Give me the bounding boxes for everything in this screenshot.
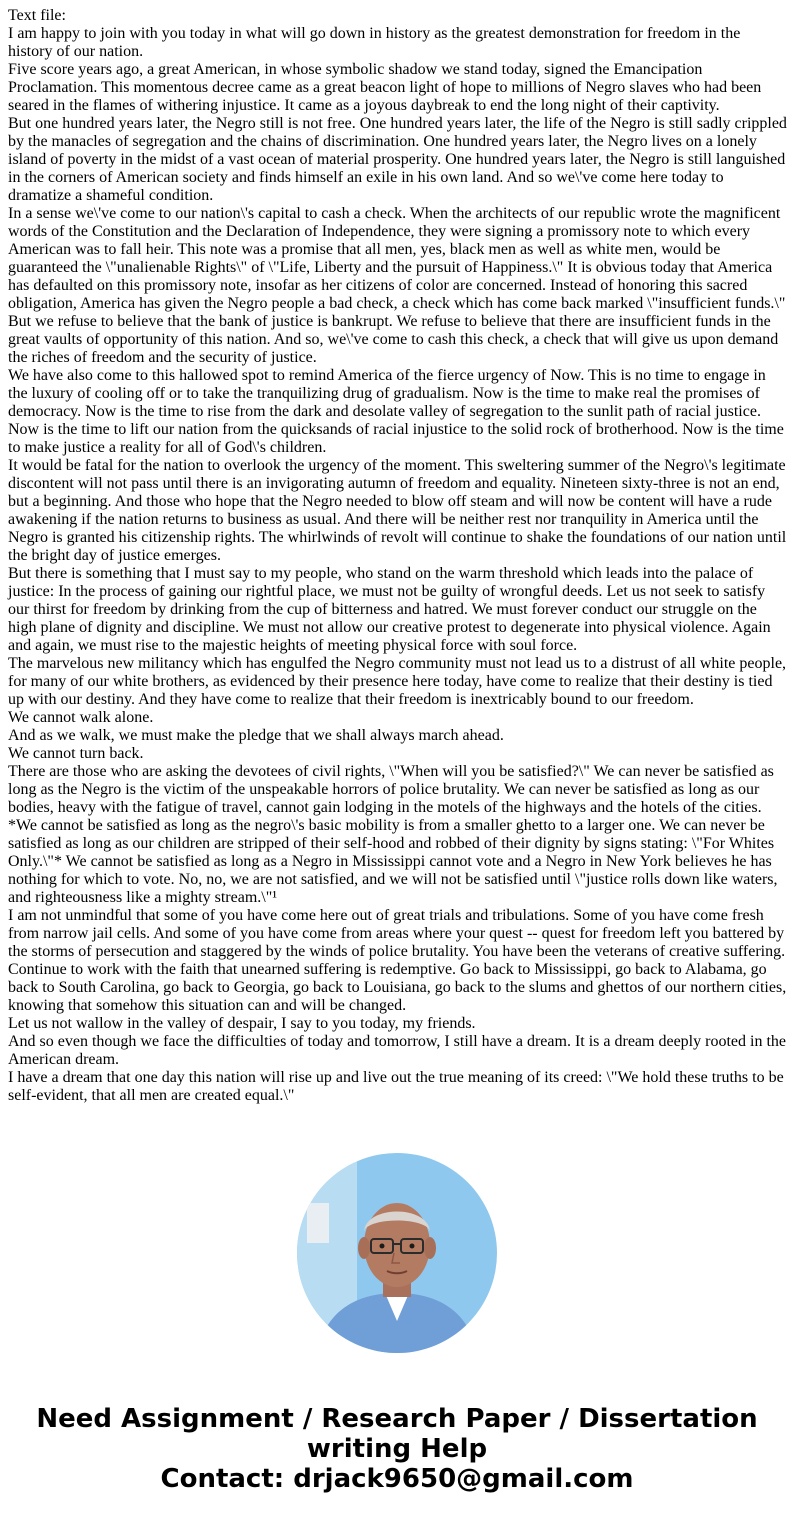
- paragraph: The marvelous new militancy which has engulfed the Negro community must not lead us to a distrust of all white people, for many of our white brothers, as evidenced by their presence here today, have come to realize that their destiny is tied up with our destiny. And they have come to realize that their freedom is inextricably bound to our freedom.: [8, 655, 787, 708]
- paragraph: I have a dream that one day this nation will rise up and live out the true meaning of its creed: \"We hold these truths to be self-evident, that all men are created equal.\": [8, 1069, 784, 1104]
- document-body: [8, 7, 788, 1105]
- paragraph: Let us not wallow in the valley of despair, I say to you today, my friends.: [8, 1015, 476, 1032]
- paragraph: We cannot turn back.: [8, 745, 144, 762]
- paragraph: We have also come to this hallowed spot to remind America of the fierce urgency of Now. This is no time to engage in the luxury of cooling off or to take the tranquilizing drug of gradualism. Now is the time to make real the promises of democracy. Now is the time to rise from the dark and desolate valley of segregation to the sunlit path of racial justice. Now is the time to lift our nation from the quicksands of racial injustice to the solid rock of brotherhood. Now is the time to make justice a reality for all of God\'s children.: [8, 367, 784, 456]
- paragraph: We cannot walk alone.: [8, 709, 154, 726]
- promo-line: writing Help: [306, 1434, 488, 1464]
- paragraph: I am not unmindful that some of you have come here out of great trials and tribulations. Some of you have come fresh from narrow jail cells. And some of you have come from areas where your quest -- quest for freedom left you battered by the storms of persecution and staggered by the winds of police brutality. You have been the veterans of creative suffering. Continue to work with the faith that unearned suffering is redemptive. Go back to Mississippi, go back to Alabama, go back to South Carolina, go back to Georgia, go back to Louisiana, go back to the slums and ghettos of our northern cities, knowing that somehow this situation can and will be changed.: [8, 907, 787, 1014]
- paragraph: And so even though we face the difficulties of today and tomorrow, I still have a dream. It is a dream deeply rooted in the American dream.: [8, 1033, 786, 1068]
- paragraph: And as we walk, we must make the pledge that we shall always march ahead.: [8, 727, 504, 744]
- paragraph: It would be fatal for the nation to overlook the urgency of the moment. This sweltering summer of the Negro\'s legitimate discontent will not pass until there is an invigorating autumn of freedom and equality. Nineteen sixty-three is not an end, but a beginning. And those who hope that the Negro needed to blow off steam and will now be content will have a rude awakening if the nation returns to business as usual. And there will be neither rest nor tranquility in America until the Negro is granted his citizenship rights. The whirlwinds of revolt will continue to shake the foundations of our nation until the bright day of justice emerges.: [8, 457, 787, 564]
- promo-contact: Contact: drjack9650@gmail.com: [160, 1464, 634, 1494]
- document-heading: Text file:: [8, 7, 66, 24]
- paragraph: Five score years ago, a great American, in whose symbolic shadow we stand today, signed the Emancipation Proclamation. This momentous decree came as a great beacon light of hope to millions of Negro slaves who had been seared in the flames of withering injustice. It came as a joyous daybreak to end the long night of their captivity.: [8, 61, 762, 114]
- author-avatar: [297, 1153, 497, 1353]
- promo-banner: [0, 1404, 794, 1494]
- person-portrait-icon: [297, 1153, 497, 1353]
- paragraph: I am happy to join with you today in what will go down in history as the greatest demonstration for freedom in the history of our nation.: [8, 25, 741, 60]
- paragraph: There are those who are asking the devotees of civil rights, \"When will you be satisfied?\" We can never be satisfied as long as the Negro is the victim of the unspeakable horrors of police brutality. We can never be satisfied as long as our bodies, heavy with the fatigue of travel, cannot gain lodging in the motels of the highways and the hotels of the cities. *We cannot be satisfied as long as the negro\'s basic mobility is from a smaller ghetto to a larger one. We can never be satisfied as long as our children are stripped of their self-hood and robbed of their dignity by signs stating: \"For Whites Only.\"* We cannot be satisfied as long as a Negro in Mississippi cannot vote and a Negro in New York believes he has nothing for which to vote. No, no, we are not satisfied, and we will not be satisfied until \"justice rolls down like waters, and righteousness like a mighty stream.\"¹: [8, 763, 778, 906]
- paragraph: But one hundred years later, the Negro still is not free. One hundred years later, the life of the Negro is still sadly crippled by the manacles of segregation and the chains of discrimination. One hundred years later, the Negro lives on a lonely island of poverty in the midst of a vast ocean of material prosperity. One hundred years later, the Negro is still languished in the corners of American society and finds himself an exile in his own land. And so we\'ve come here today to dramatize a shameful condition.: [8, 115, 787, 204]
- paragraph: But there is something that I must say to my people, who stand on the warm threshold which leads into the palace of justice: In the process of gaining our rightful place, we must not be guilty of wrongful deeds. Let us not seek to satisfy our thirst for freedom by drinking from the cup of bitterness and hatred. We must forever conduct our struggle on the high plane of dignity and discipline. We must not allow our creative protest to degenerate into physical violence. Again and again, we must rise to the majestic heights of meeting physical force with soul force.: [8, 565, 771, 654]
- paragraph: In a sense we\'ve come to our nation\'s capital to cash a check. When the architects of our republic wrote the magnificent words of the Constitution and the Declaration of Independence, they were signing a promissory note to which every American was to fall heir. This note was a promise that all men, yes, black men as well as white men, would be guaranteed the \"unalienable Rights\" of \"Life, Liberty and the pursuit of Happiness.\" It is obvious today that America has defaulted on this promissory note, insofar as her citizens of color are concerned. Instead of honoring this sacred obligation, America has given the Negro people a bad check, a check which has come back marked \"insufficient funds.\" But we refuse to believe that the bank of justice is bankrupt. We refuse to believe that there are insufficient funds in the great vaults of opportunity of this nation. And so, we\'ve come to cash this check, a check that will give us upon demand the riches of freedom and the security of justice.: [8, 205, 786, 366]
- promo-line: Need Assignment / Research Paper / Dissertation: [36, 1404, 758, 1434]
